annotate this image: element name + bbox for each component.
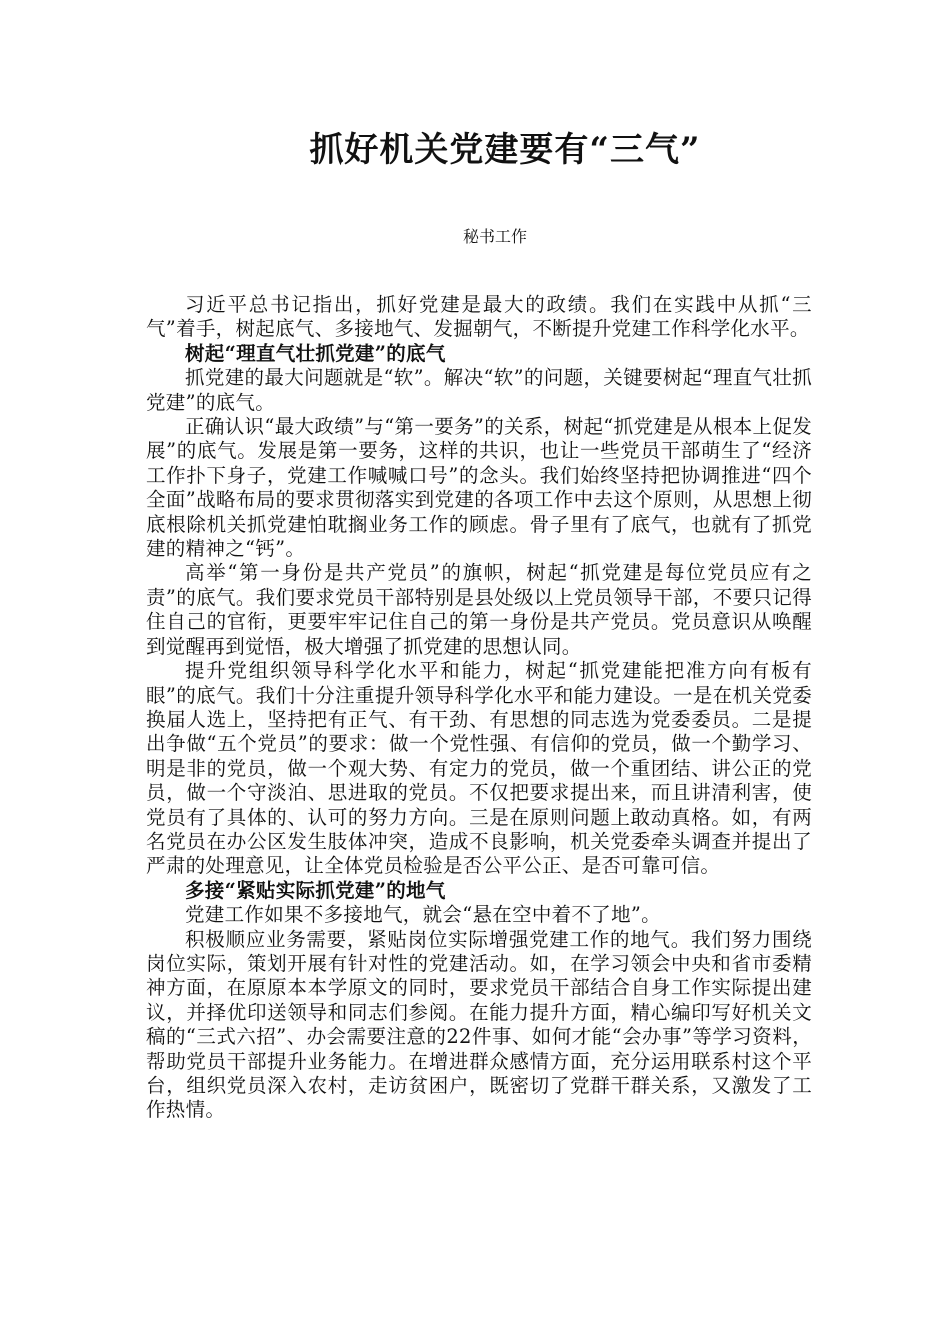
paragraph: 党建工作如果不多接地气，就会“悬在空中着不了地”。: [185, 903, 661, 927]
paragraph: 习近平总书记指出，抓好党建是最大的政绩。我们在实践中从抓“三气”着手，树起底气、多接地气、发掘朝气，不断提升党建工作科学化水平。: [146, 293, 812, 341]
paragraph: 正确认识“最大政绩”与“第一要务”的关系，树起“抓党建是从根本上促发展”的底气。发展是第一要务，这样的共识，也让一些党员干部萌生了“经济工作扑下身子，党建工作喊喊口号”的念头。我们始终坚持把协调推进“四个全面”战略布局的要求贯彻落实到党建的各项工作中去这个原则，从思想上彻底根除机关抓党建怕耽搁业务工作的顾虑。骨子里有了底气，也就有了抓党建的精神之“钙”。: [146, 415, 812, 561]
paragraph: 抓党建的最大问题就是“软”。解决“软”的问题，关键要树起“理直气壮抓党建”的底气。: [146, 366, 812, 414]
document-body: [146, 293, 812, 1123]
document-source: 秘书工作: [462, 227, 527, 246]
section-heading: 树起“理直气壮抓党建”的底气: [185, 341, 446, 365]
paragraph: 高举“第一身份是共产党员”的旗帜，树起“抓党建是每位党员应有之责”的底气。我们要求党员干部特别是县处级以上党员领导干部，不要只记得住自己的官衔，更要牢牢记住自己的第一身份是共产党员。党员意识从唤醒到觉醒再到觉悟，极大增强了抓党建的思想认同。: [146, 561, 812, 658]
section-heading: 多接“紧贴实际抓党建”的地气: [185, 878, 446, 902]
document-title: 抓好机关党建要有“三气”: [309, 130, 701, 170]
paragraph: 积极顺应业务需要，紧贴岗位实际增强党建工作的地气。我们努力围绕岗位实际，策划开展有针对性的党建活动。如，在学习领会中央和省市委精神方面，在原原本本学原文的同时，要求党员干部结合自身工作实际提出建议，并择优印送领导和同志们参阅。在能力提升方面，精心编印写好机关文稿的“三式六招”、办会需要注意的22件事、如何才能“会办事”等学习资料，帮助党员干部提升业务能力。在增进群众感情方面，充分运用联系村这个平台，组织党员深入农村，走访贫困户，既密切了党群干群关系，又激发了工作热情。: [146, 927, 812, 1122]
paragraph: 提升党组织领导科学化水平和能力，树起“抓党建能把准方向有板有眼”的底气。我们十分注重提升领导科学化水平和能力建设。一是在机关党委换届人选上，坚持把有正气、有干劲、有思想的同志选为党委委员。二是提出争做“五个党员”的要求：做一个党性强、有信仰的党员，做一个勤学习、明是非的党员，做一个观大势、有定力的党员，做一个重团结、讲公正的党员，做一个守淡泊、思进取的党员。不仅把要求提出来，而且讲清利害，使党员有了具体的、认可的努力方向。三是在原则问题上敢动真格。如，有两名党员在办公区发生肢体冲突，造成不良影响，机关党委牵头调查并提出了严肃的处理意见，让全体党员检验是否公平公正、是否可靠可信。: [146, 659, 812, 878]
